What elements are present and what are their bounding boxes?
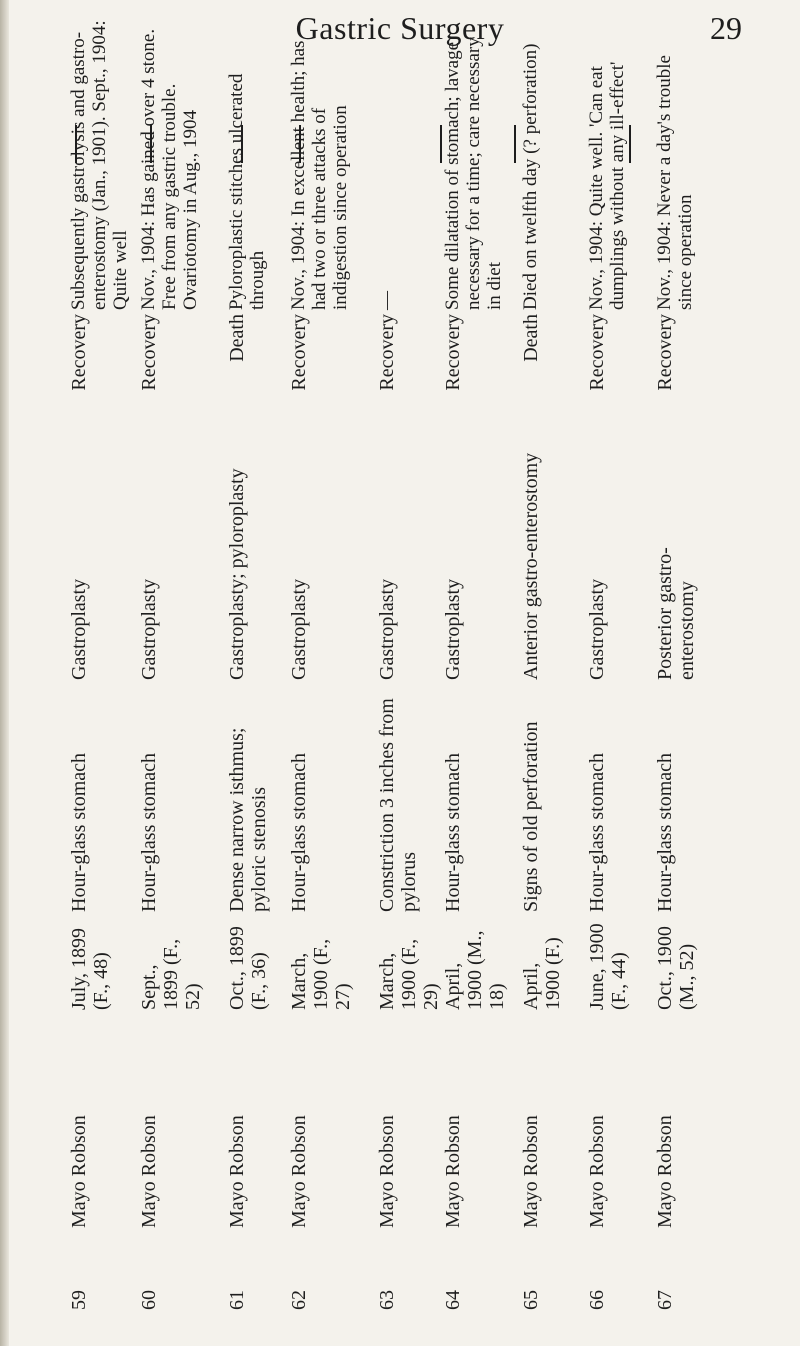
remarks: Nov., 1904: In excellent health; has had two or three attacks of indigestion since operation <box>288 40 351 310</box>
date-sex-age: March, 1900 (F., 29) <box>376 938 442 1010</box>
result: Death <box>226 314 248 362</box>
result: Recovery <box>654 314 676 391</box>
date-sex-age: April, 1900 (M., 18) <box>442 930 508 1010</box>
procedure: Gastroplasty; pyloroplasty <box>226 468 248 680</box>
pathology: Hour-glass stomach <box>288 752 310 912</box>
remarks: Nov., 1904: Never a day's trouble since operation <box>654 55 696 310</box>
procedure: Posterior gastro-enterostomy <box>654 547 698 680</box>
remarks: Nov., 1904: Quite well. 'Can eat dumplings without any ill-effect' <box>586 61 628 310</box>
operator: Mayo Robson <box>442 1115 464 1228</box>
date-sex-age: June, 1900 (F., 44) <box>586 923 630 1010</box>
operator: Mayo Robson <box>376 1115 398 1228</box>
date-sex-age: April, 1900 (F.) <box>520 937 564 1010</box>
pathology: Dense narrow isthmus; pyloric stenosis <box>226 727 270 912</box>
case-number: 62 <box>288 1290 310 1310</box>
procedure: Gastroplasty <box>442 578 464 680</box>
result: Recovery <box>586 314 608 391</box>
procedure: Gastroplasty <box>68 578 90 680</box>
case-number: 61 <box>226 1290 248 1310</box>
operator: Mayo Robson <box>68 1115 90 1228</box>
case-number: 59 <box>68 1290 90 1310</box>
date-sex-age: Oct., 1900 (M., 52) <box>654 926 698 1010</box>
case-number: 60 <box>138 1290 160 1310</box>
procedure: Gastroplasty <box>586 578 608 680</box>
case-number: 63 <box>376 1290 398 1310</box>
result: Recovery <box>376 314 398 391</box>
procedure: Gastroplasty <box>376 578 398 680</box>
remarks: — <box>376 291 397 310</box>
pathology: Hour-glass stomach <box>586 752 608 912</box>
remarks: Died on twelfth day (? perforation) <box>520 43 541 310</box>
operator: Mayo Robson <box>520 1115 542 1228</box>
pathology: Hour-glass stomach <box>654 752 676 912</box>
operator: Mayo Robson <box>586 1115 608 1228</box>
procedure: Gastroplasty <box>138 578 160 680</box>
case-number: 65 <box>520 1290 542 1310</box>
case-number: 64 <box>442 1290 464 1310</box>
operator: Mayo Robson <box>138 1115 160 1228</box>
remarks: Pyloroplastic stitches ulcerated through <box>226 73 268 310</box>
date-sex-age: July, 1899 (F., 48) <box>68 927 112 1010</box>
remarks: Nov., 1904: Has gained over 4 stone. Free from any gastric trouble. Ovariotomy in Aug., 1904 <box>138 28 201 310</box>
pathology: Signs of old perforation <box>520 721 542 912</box>
date-sex-age: Oct., 1899 (F., 36) <box>226 926 270 1010</box>
pathology: Hour-glass stomach <box>138 752 160 912</box>
remarks: Subsequently gastrolysis and gastro-enterostomy (Jan., 1901). Sept., 1904: Quite well <box>68 20 131 310</box>
pathology: Constriction 3 inches from pylorus <box>376 698 420 912</box>
result: Death <box>520 314 542 362</box>
case-number: 67 <box>654 1290 676 1310</box>
date-sex-age: March, 1900 (F., 27) <box>288 938 354 1010</box>
date-sex-age: Sept., 1899 (F., 52) <box>138 938 204 1010</box>
running-title: Gastric Surgery <box>295 10 505 46</box>
procedure: Gastroplasty <box>288 578 310 680</box>
operator: Mayo Robson <box>226 1115 248 1228</box>
remarks: Some dilatation of stomach; lavage necessary for a time; care necessary in diet <box>442 37 505 310</box>
pathology: Hour-glass stomach <box>442 752 464 912</box>
result: Recovery <box>288 314 310 391</box>
operator: Mayo Robson <box>288 1115 310 1228</box>
operator: Mayo Robson <box>654 1115 676 1228</box>
result: Recovery <box>68 314 90 391</box>
case-number: 66 <box>586 1290 608 1310</box>
procedure: Anterior gastro-enterostomy <box>520 452 542 680</box>
result: Recovery <box>442 314 464 391</box>
result: Recovery <box>138 314 160 391</box>
rotated-table <box>60 20 728 1310</box>
page-number: 29 <box>710 10 742 46</box>
table-body <box>60 20 728 1310</box>
pathology: Hour-glass stomach <box>68 752 90 912</box>
